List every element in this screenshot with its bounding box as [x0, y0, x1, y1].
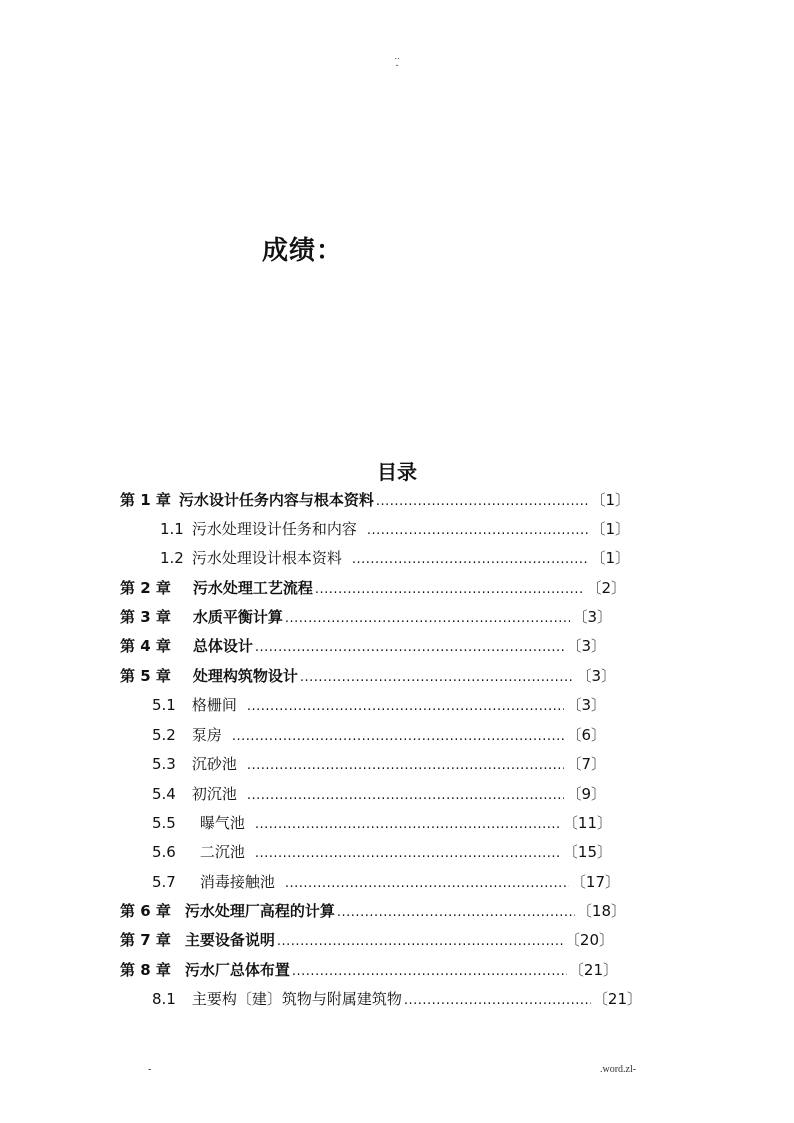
toc-leader-dots	[247, 694, 565, 720]
toc-entry-page: 〔20〕	[564, 931, 614, 949]
toc-entry[interactable]	[160, 516, 630, 542]
toc-title: 目录	[377, 460, 417, 484]
toc-entry-number: 5.5	[152, 814, 176, 832]
toc-entry-number: 第 3 章	[120, 608, 171, 626]
toc-entry-page: 〔21〕	[568, 961, 618, 979]
toc-entry-number: 第 6 章	[120, 902, 171, 920]
toc-entry-number: 5.6	[152, 843, 176, 861]
toc-leader-dots	[255, 841, 561, 867]
toc-entry-number: 第 8 章	[120, 961, 171, 979]
toc-entry-title: 主要设备说明	[184, 931, 275, 949]
toc-entry-page: 〔2〕	[586, 579, 626, 597]
toc-entry-page: 〔15〕	[562, 843, 612, 861]
toc-entry-page: 〔1〕	[590, 549, 630, 567]
toc-entry[interactable]	[120, 487, 630, 513]
toc-entry[interactable]	[152, 869, 620, 895]
toc-entry[interactable]	[152, 692, 606, 718]
toc-entry[interactable]	[152, 986, 642, 1012]
toc-entry[interactable]	[120, 957, 618, 983]
toc-leader-dots	[277, 929, 563, 955]
toc-entry[interactable]	[152, 781, 606, 807]
header-mark	[0, 52, 794, 70]
toc-leader-dots	[285, 871, 569, 897]
footer-left: -	[148, 1064, 152, 1075]
toc-leader-dots	[376, 489, 589, 515]
toc-leader-dots	[315, 577, 585, 603]
toc-entry-title: 污水处理设计根本资料	[191, 549, 342, 567]
toc-entry-title: 二沉池	[199, 843, 245, 861]
toc-entry-title: 污水处理设计任务和内容	[191, 520, 357, 538]
toc-entry-page: 〔21〕	[592, 990, 642, 1008]
toc-entry-title: 消毒接触池	[199, 873, 275, 891]
toc-entry-title: 处理构筑物设计	[192, 667, 298, 685]
header-mark-bottom: -	[395, 60, 399, 70]
toc-entry[interactable]	[120, 633, 606, 659]
toc-leader-dots	[255, 812, 561, 838]
toc-entry-title: 污水设计任务内容与根本资料	[178, 491, 374, 509]
toc-entry-number: 1.2	[160, 549, 184, 567]
toc-entry[interactable]	[152, 810, 612, 836]
toc-entry-page: 〔6〕	[566, 726, 606, 744]
header-mark-top: ..	[394, 51, 400, 61]
toc-entry-page: 〔1〕	[590, 491, 630, 509]
toc-entry-page: 〔9〕	[566, 785, 606, 803]
toc-entry-page: 〔3〕	[576, 667, 616, 685]
toc-entry-number: 5.7	[152, 873, 176, 891]
toc-leader-dots	[232, 724, 565, 750]
toc-leader-dots	[300, 665, 575, 691]
toc-leader-dots	[404, 988, 591, 1014]
toc-leader-dots	[292, 959, 567, 985]
toc-entry[interactable]	[152, 751, 606, 777]
toc-leader-dots	[285, 606, 571, 632]
toc-entry[interactable]	[120, 927, 614, 953]
toc-entry-number: 第 2 章	[120, 579, 171, 597]
toc-entry-title: 水质平衡计算	[192, 608, 283, 626]
toc-leader-dots	[247, 783, 565, 809]
toc-leader-dots	[367, 518, 589, 544]
toc-entry-title: 格栅间	[191, 696, 237, 714]
toc-entry-page: 〔7〕	[566, 755, 606, 773]
toc-leader-dots	[352, 547, 589, 573]
toc-entry-page: 〔17〕	[570, 873, 620, 891]
toc-entry-number: 5.2	[152, 726, 176, 744]
toc-entry-number: 第 7 章	[120, 931, 171, 949]
toc-entry[interactable]	[120, 663, 616, 689]
toc-entry-title: 污水处理工艺流程	[192, 579, 313, 597]
toc-entry-number: 第 1 章	[120, 491, 171, 509]
toc-entry[interactable]	[152, 722, 606, 748]
footer-right: .word.zl-	[600, 1064, 637, 1075]
toc-leader-dots	[337, 900, 575, 926]
toc-entry-number: 1.1	[160, 520, 184, 538]
toc-entry-title: 污水厂总体布置	[184, 961, 290, 979]
toc-entry-number: 第 4 章	[120, 637, 171, 655]
toc-entry-page: 〔3〕	[566, 696, 606, 714]
toc-entry-number: 第 5 章	[120, 667, 171, 685]
score-label: 成绩：	[262, 236, 344, 266]
toc-entry[interactable]	[120, 898, 626, 924]
toc-entry-title: 沉砂池	[191, 755, 237, 773]
toc-entry-number: 5.4	[152, 785, 176, 803]
toc-entry[interactable]	[120, 604, 612, 630]
toc-entry-title: 总体设计	[192, 637, 253, 655]
toc-entry-number: 8.1	[152, 990, 176, 1008]
toc-entry[interactable]	[152, 839, 612, 865]
toc-entry-title: 曝气池	[199, 814, 245, 832]
toc-entry-title: 泵房	[191, 726, 222, 744]
toc-entry-title: 初沉池	[191, 785, 237, 803]
toc-entry-page: 〔3〕	[566, 637, 606, 655]
toc-entry-title: 污水处理厂高程的计算	[184, 902, 335, 920]
toc-leader-dots	[247, 753, 565, 779]
toc-entry-number: 5.1	[152, 696, 176, 714]
toc-entry[interactable]	[160, 545, 630, 571]
toc-entry[interactable]	[120, 575, 626, 601]
toc-entry-page: 〔1〕	[590, 520, 630, 538]
toc-entry-page: 〔18〕	[576, 902, 626, 920]
toc-entry-page: 〔3〕	[572, 608, 612, 626]
toc-entry-title: 主要构〔建〕筑物与附属建筑物	[191, 990, 402, 1008]
toc-entry-number: 5.3	[152, 755, 176, 773]
toc-entry-page: 〔11〕	[562, 814, 612, 832]
toc-leader-dots	[255, 635, 565, 661]
